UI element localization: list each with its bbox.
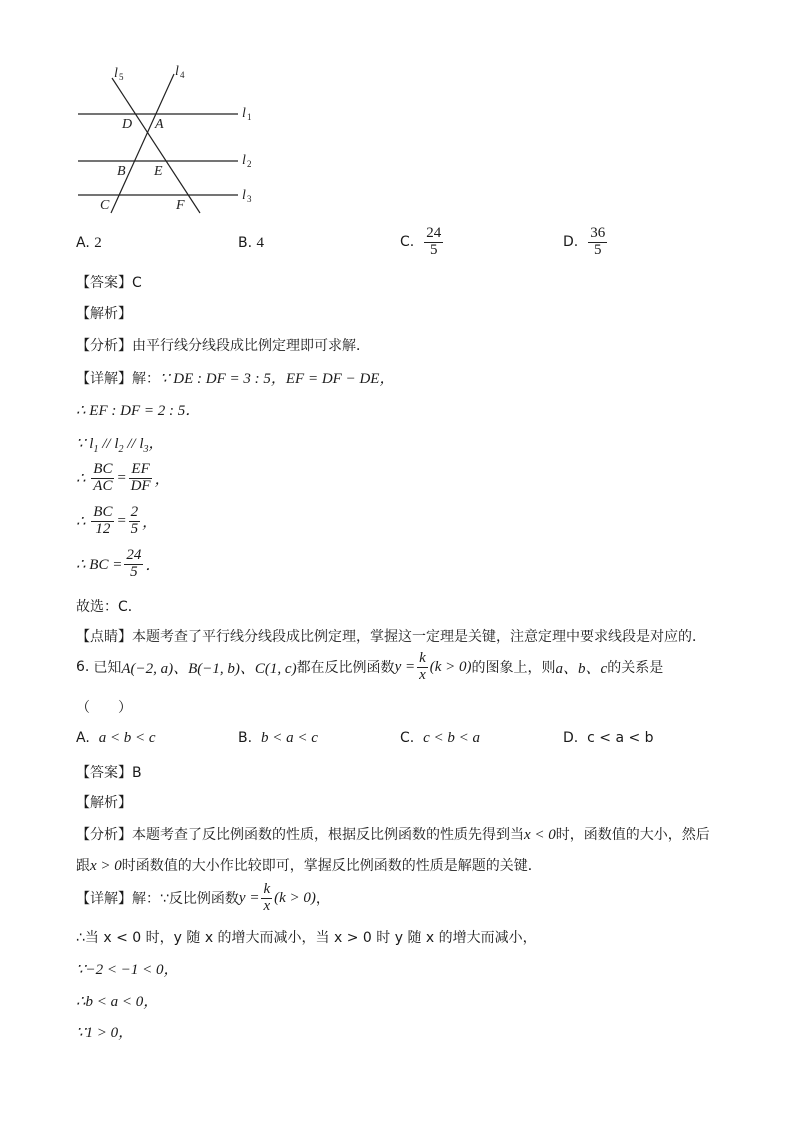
label-l5: l — [114, 66, 118, 81]
q6-xj-3: ∵−2 < −1 < 0， — [76, 962, 179, 978]
q5-xiangjie-tag: 【详解】 — [76, 371, 132, 387]
q6-analysis-tag: 【解析】 — [76, 795, 132, 811]
q5-line3: ∵ $l_1 // l_2 // l_3$， — [76, 436, 164, 455]
q6-fenxi-2b: 时函数值的大小作比较即可，掌握反比例函数的性质是解题的关键． — [121, 858, 542, 874]
q6-vars: a、b、c — [555, 660, 608, 677]
q5-line5-lhs — [91, 505, 114, 538]
q6-fenxi-tag: 【分析】 — [76, 827, 132, 843]
q5-option-d-letter: D. — [563, 234, 579, 251]
q5-line4-lhs — [91, 462, 114, 495]
q6-number: 6. — [76, 659, 90, 676]
q5-option-c — [400, 226, 445, 259]
q6-fenxi-2m: x > 0 — [90, 858, 122, 874]
q6-xiangjie-line1 — [76, 882, 330, 915]
point-D: D — [122, 117, 133, 132]
q5-line4-lhs-den: AC — [93, 477, 113, 494]
q5-line6-lhs: ∴ BC = — [76, 556, 123, 573]
q6-answer-value: B — [132, 765, 142, 781]
q6-option-c-letter: C. — [400, 730, 415, 746]
q6-xiangjie-tag: 【详解】 — [76, 891, 132, 908]
q6-answer-tag: 【答案】 — [76, 765, 132, 781]
q5-fenxi — [76, 335, 370, 355]
point-A: A — [155, 117, 164, 132]
q5-option-a — [76, 235, 102, 252]
q6-stem-c: 的图象上，则 — [471, 660, 556, 677]
q5-dianjing-tag: 【点睛】 — [76, 629, 132, 645]
q6-option-b — [238, 730, 318, 747]
q5-line4-rhs — [129, 462, 153, 495]
q5-line3-l3: l — [139, 436, 144, 452]
q6-option-d-letter: D. — [563, 730, 579, 746]
q6-func-lhs: y = — [394, 658, 416, 675]
q5-line3-sub2: 2 — [118, 444, 124, 455]
q5-line5-rhs-den: 5 — [130, 520, 139, 537]
q6-option-a — [76, 730, 156, 747]
label-l2: l — [242, 153, 246, 168]
parallel-lines-figure — [70, 60, 270, 220]
point-B: B — [117, 164, 126, 179]
q6-func-den: x — [419, 666, 426, 683]
line-l5 — [112, 78, 200, 213]
q5-line6-frac — [124, 548, 143, 581]
q5-answer-tag: 【答案】 — [76, 275, 132, 291]
q6-xj-func-den: x — [263, 897, 271, 914]
q6-option-c-value: c < b < a — [423, 730, 481, 746]
q6-points: A(−2, a)、B(−1, b)、C(1, c) — [121, 660, 297, 677]
q5-line3-sub1: 1 — [93, 444, 99, 455]
q6-xj-func-lhs: y = — [238, 889, 260, 906]
q6-xj-1b: ， — [315, 891, 330, 908]
q6-answer — [76, 762, 142, 782]
q5-option-a-letter: A. — [76, 235, 90, 251]
q5-line5-lhs-den: 12 — [95, 520, 111, 537]
q5-line3-l2: l — [114, 436, 119, 452]
q5-option-b-value: 4 — [256, 235, 265, 251]
q5-line4-lhs-num: BC — [93, 461, 113, 477]
q5-xiangjie-line1 — [76, 367, 394, 388]
q6-xj-1a: 解：∵反比例函数 — [132, 891, 239, 908]
q5-line5-rhs — [129, 505, 141, 538]
q5-option-c-den: 5 — [429, 241, 438, 258]
label-l3: l — [242, 188, 246, 203]
q5-line4-rhs-den: DF — [130, 477, 151, 494]
q5-line3-sub3: 3 — [143, 444, 149, 455]
q5-line2: ∴ EF : DF = 2 : 5． — [76, 403, 201, 419]
label-l4-sub: 4 — [180, 70, 185, 80]
q5-option-d-num: 36 — [590, 225, 606, 241]
label-l2-sub: 2 — [247, 159, 252, 169]
q6-paren: （ ） — [76, 700, 132, 716]
q5-option-b — [238, 235, 264, 252]
q5-guxuan: 故选：C． — [76, 599, 142, 615]
q5-line5: ∴ $\frac{BC}{12}$ = $\frac{2}{5}$ ， — [76, 504, 158, 537]
q5-line6-num: 24 — [126, 547, 142, 563]
q5-line3-pre: ∵ l — [76, 436, 94, 452]
q5-option-c-fraction — [424, 226, 443, 259]
q5-option-a-value: 2 — [94, 235, 102, 251]
label-l3-sub: 3 — [247, 194, 252, 204]
q5-answer-value: C — [132, 275, 142, 291]
q6-fenxi-1a: 本题考查了反比例函数的性质，根据反比例函数的性质先得到当 — [132, 827, 524, 843]
q5-option-d-fraction — [588, 226, 607, 259]
q5-fenxi-text: 由平行线分线段成比例定理即可求解． — [132, 338, 370, 354]
point-C: C — [100, 198, 110, 213]
label-l5-sub: 5 — [119, 72, 124, 82]
q6-xj-2: ∴当 x < 0 时，y 随 x 的增大而减小，当 x > 0 时 y 随 x 的增大而减小， — [76, 930, 537, 946]
q5-line1-math: ∵ DE : DF = 3 : 5，EF = DF − DE， — [160, 371, 395, 387]
label-l4: l — [175, 64, 179, 79]
q6-func-num: k — [419, 650, 426, 666]
q6-stem-d: 的关系是 — [607, 660, 664, 677]
q5-line5-lhs-num: BC — [93, 504, 113, 520]
label-l1: l — [242, 106, 246, 121]
q6-fenxi-2a: 跟 — [76, 858, 90, 874]
q6-fenxi-1b: 时，函数值的大小，然后 — [555, 827, 710, 843]
q6-stem-a: 已知 — [93, 660, 122, 677]
q5-dianjing — [76, 626, 706, 646]
q6-func-cond: (k > 0) — [429, 658, 472, 675]
line-l4 — [111, 74, 174, 213]
q5-line4-rhs-num: EF — [131, 461, 150, 477]
q5-option-d-den: 5 — [593, 241, 602, 258]
q6-xj-func-cond: (k > 0) — [274, 889, 316, 906]
q6-xj-5: ∵1 > 0， — [76, 1025, 134, 1041]
q6-stem-b: 都在反比例函数 — [296, 660, 395, 677]
q6-func-frac — [417, 651, 428, 684]
q6-option-b-value: b < a < c — [260, 730, 318, 746]
q5-fenxi-tag: 【分析】 — [76, 338, 132, 354]
q5-line6-den: 5 — [130, 563, 138, 580]
q5-option-c-letter: C. — [400, 234, 415, 251]
point-E: E — [154, 164, 163, 179]
q5-line3-post: ， — [148, 436, 164, 452]
q6-xj-4: ∴b < a < 0， — [76, 994, 159, 1010]
q6-option-c — [400, 730, 480, 747]
q6-stem — [76, 651, 663, 684]
q5-dianjing-text: 本题考查了平行线分线段成比例定理，掌握这一定理是关键，注意定理中要求线段是对应的． — [132, 629, 706, 645]
q6-xj-func-num: k — [263, 881, 271, 897]
label-l1-sub: 1 — [247, 112, 252, 122]
q5-option-b-letter: B. — [238, 235, 253, 251]
q6-option-b-letter: B. — [238, 730, 253, 746]
q6-xj-func-frac — [261, 882, 272, 915]
q6-fenxi-1m: x < 0 — [524, 827, 556, 843]
q6-option-d — [563, 730, 654, 746]
q5-option-d — [563, 226, 609, 259]
q5-line5-rhs-num: 2 — [130, 504, 139, 520]
q5-xiangjie-prefix: 解： — [132, 371, 160, 387]
q5-line6: ∴ BC = $\frac{24}{5}$ ． — [76, 547, 161, 580]
q5-option-c-num: 24 — [426, 225, 442, 241]
q6-fenxi-line2 — [76, 855, 542, 875]
q6-option-a-value: a < b < c — [98, 730, 156, 746]
q6-option-d-value: c < a < b — [587, 730, 654, 746]
q5-answer — [76, 272, 142, 292]
q6-fenxi-line1 — [76, 824, 710, 844]
q6-option-a-letter: A. — [76, 730, 90, 746]
point-F: F — [176, 198, 185, 213]
q5-line4: ∴ $\frac{BC}{AC}$ = $\frac{EF}{DF}$ ， — [76, 461, 170, 494]
q5-analysis-tag: 【解析】 — [76, 306, 132, 322]
